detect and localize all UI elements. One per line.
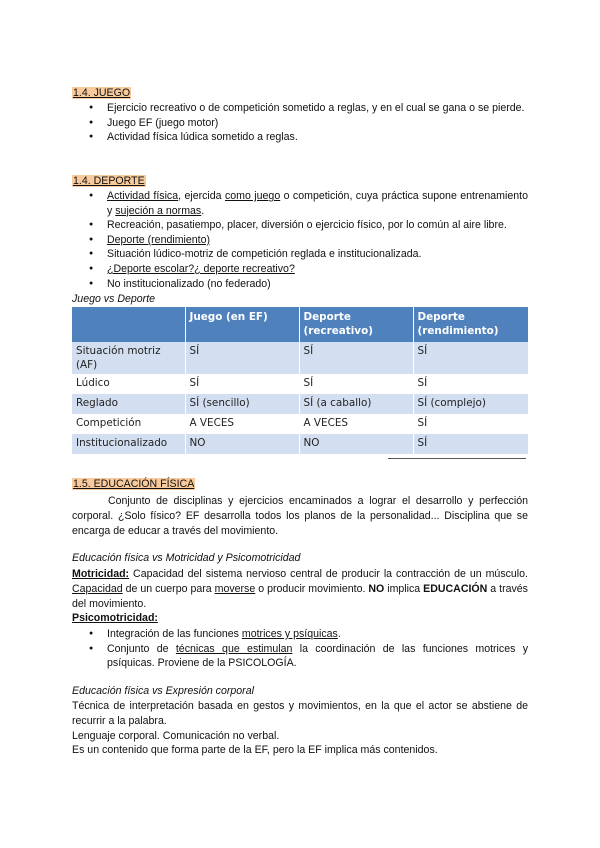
table-cell: SÍ (413, 414, 528, 434)
table-cell: Institucionalizado (72, 434, 185, 454)
table-cell: SÍ (a caballo) (299, 394, 413, 414)
table-cell: NO (185, 434, 299, 454)
ef-expresion-caption: Educación física vs Expresión corporal (72, 685, 254, 697)
table-row (72, 434, 528, 454)
table-cell: SÍ (413, 434, 528, 454)
section-heading-educacion-fisica: 1.5. EDUCACIÓN FÍSICA (73, 478, 195, 490)
psicomotricidad-bullet-list (72, 627, 528, 671)
table-cell: Competición (72, 414, 185, 434)
ef-intro-paragraph: Conjunto de disciplinas y ejercicios encaminados a lograr el desarrollo y perfección corporal. ¿Solo físico? EF desarrolla todos los planos de la personalidad... Disciplina que se encarga de educar a través del movimiento. (72, 495, 528, 537)
list-item: ● Recreación, pasatiempo, placer, diversión o ejercicio físico, por lo común al aire libre. (72, 218, 528, 233)
table-caption: Juego vs Deporte (72, 293, 156, 305)
list-item: ● Integración de las funciones motrices y psíquicas. (72, 627, 528, 642)
expresion-line: Es un contenido que forma parte de la EF, pero la EF implica más contenidos. (72, 744, 438, 757)
table-cell: SÍ (complejo) (413, 394, 528, 414)
list-item: ● Situación lúdico-motriz de competición reglada e institucionalizada. (72, 247, 528, 262)
section-heading-juego: 1.4. JUEGO (73, 87, 131, 99)
table-row (72, 342, 528, 374)
list-item: ● Actividad física lúdica sometido a reglas. (72, 130, 528, 145)
table-cell: SÍ (185, 342, 299, 374)
table-rule (388, 458, 526, 459)
table-header-row (72, 307, 528, 342)
table-cell: NO (299, 434, 413, 454)
table-cell: SÍ (sencillo) (185, 394, 299, 414)
table-cell: SÍ (413, 342, 528, 374)
table-row (72, 374, 528, 394)
table-header-cell: Deporte (recreativo) (299, 307, 413, 342)
table-row (72, 394, 528, 414)
table-row (72, 414, 528, 434)
list-item: ● Deporte (rendimiento) (72, 233, 528, 248)
table-cell: A VECES (299, 414, 413, 434)
table-cell: SÍ (299, 374, 413, 394)
list-item: ● Juego EF (juego motor) (72, 116, 528, 131)
list-item: ● No institucionalizado (no federado) (72, 277, 528, 292)
table-cell: SÍ (299, 342, 413, 374)
table-header-cell: Deporte (rendimiento) (413, 307, 528, 342)
expresion-line: Lenguaje corporal. Comunicación no verbal. (72, 729, 280, 742)
table-cell: Situación motriz (AF) (72, 342, 185, 374)
expresion-paragraph (72, 699, 528, 758)
table-cell: SÍ (185, 374, 299, 394)
list-item: ● Ejercicio recreativo o de competición sometido a reglas, y en el cual se gana o se pierde. (72, 101, 528, 116)
table-cell: SÍ (413, 374, 528, 394)
table-cell: A VECES (185, 414, 299, 434)
list-item: ● Conjunto de técnicas que estimulan la coordinación de las funciones motrices y psíquicas. Proviene de la PSICOLOGÍA. (72, 642, 528, 671)
table-cell: Lúdico (72, 374, 185, 394)
section-heading-deporte: 1.4. DEPORTE (73, 175, 145, 187)
list-item: ● ¿Deporte escolar?¿ deporte recreativo? (72, 262, 528, 277)
juego-vs-deporte-table (72, 307, 528, 454)
table-header-cell: Juego (en EF) (185, 307, 299, 342)
list-item: ● Actividad física, ejercida como juego o competición, cuya práctica supone entrenamiento y sujeción a normas. (72, 189, 528, 218)
juego-bullet-list (72, 101, 528, 145)
expresion-line: Técnica de interpretación basada en gestos y movimientos, en la que el actor se abstiene de recurrir a la palabra. (72, 700, 528, 727)
table-cell: Reglado (72, 394, 185, 414)
psicomotricidad-label: Psicomotricidad: (72, 612, 158, 624)
table-header-cell (72, 307, 185, 342)
deporte-bullet-list (72, 189, 528, 291)
ef-motricidad-caption: Educación física vs Motricidad y Psicomotricidad (72, 552, 301, 564)
motricidad-paragraph: Motricidad: Capacidad del sistema nervioso central de producir la contracción de un músculo. Capacidad de un cuerpo para moverse o producir movimiento. NO implica EDUCACIÓN a través del movimiento. (72, 568, 528, 610)
